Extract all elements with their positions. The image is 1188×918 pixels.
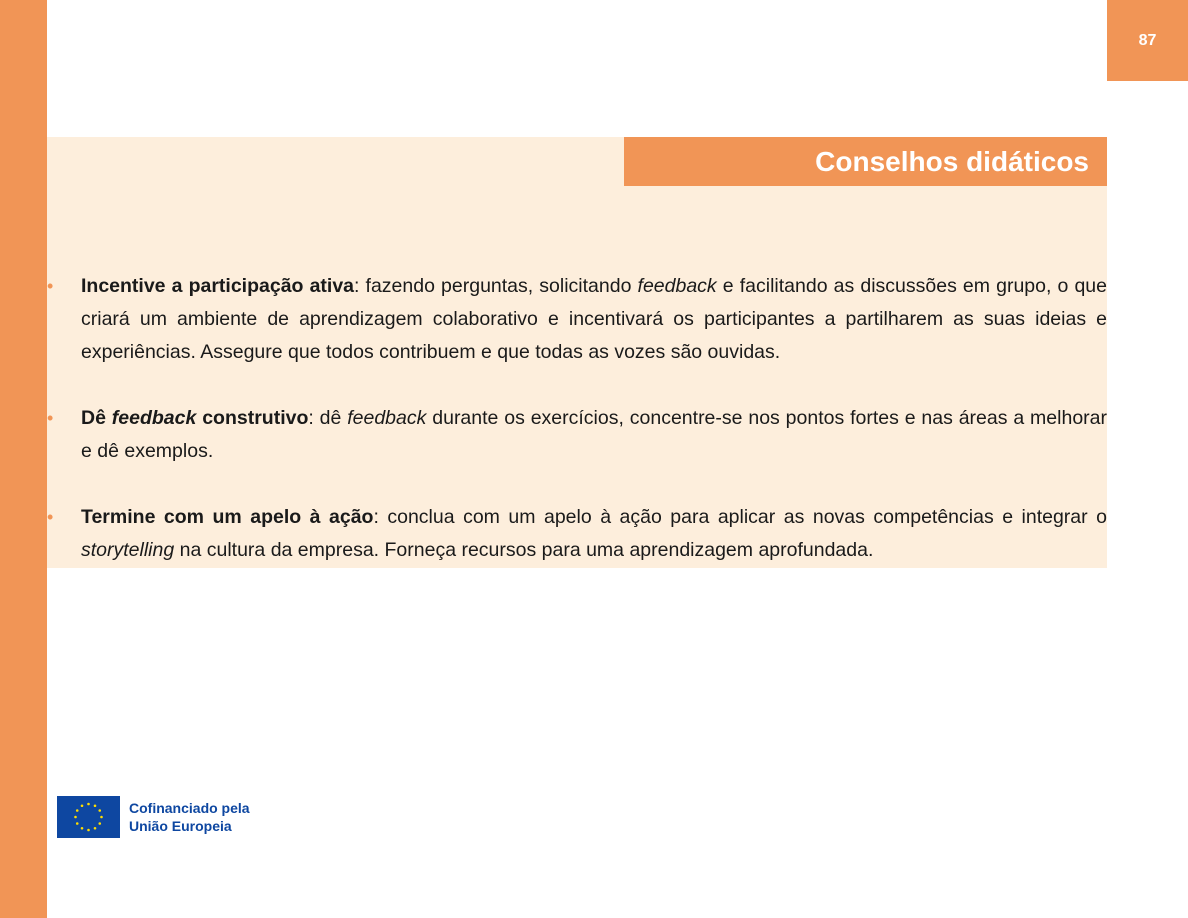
bullet-item [47,402,1107,468]
eu-star [81,827,84,830]
eu-stars-icon [57,796,120,838]
eu-star [74,816,77,819]
eu-star [87,829,90,832]
bullet-item [47,270,1107,369]
eu-flag-icon [57,796,120,838]
bullet-heading: Incentive a participação ativa [81,275,355,297]
bullet-dot-icon: • [47,507,54,527]
bullet-text: durante os exercícios, concentre-se nos pontos fortes e nas áreas a melhorar e dê exemplos. [81,407,1107,462]
bullet-text: : fazendo perguntas, solicitando [354,275,638,297]
eu-star [87,803,90,806]
bullet-heading: Termine com um apelo à ação [81,506,374,528]
bullet-text: : dê [308,407,348,429]
bullet-text: e facilitando as discussões em grupo, o que criará um ambiente de aprendizagem colaborativo e incentivará os participantes a partilharem as suas ideias e experiências. Assegure que todos contribuem e que todas as vozes são ouvidas. [81,275,1107,363]
eu-star [94,827,97,830]
bullet-heading-part: Dê [81,407,112,429]
eu-star [76,809,79,812]
bullet-text: na cultura da empresa. Forneça recursos para uma aprendizagem aprofundada. [174,539,874,561]
eu-star [98,822,101,825]
eu-star [98,809,101,812]
eu-star [94,804,97,807]
bullet-emphasis: feedback [347,407,427,429]
bullet-text: : conclua com um apelo à ação para aplicar as novas competências e integrar o [373,506,1107,528]
left-accent-bar [0,0,47,918]
bullet-dot-icon: • [47,276,54,296]
bullet-dot-icon: • [47,408,54,428]
bullet-list [47,270,1107,600]
eu-star [100,816,103,819]
page-number: 87 [1138,31,1157,49]
bullet-heading-emphasis: feedback [111,407,197,429]
logo-line-1: Cofinanciado pela [129,800,250,816]
eu-star [81,804,84,807]
bullet-heading-part: construtivo [196,407,309,429]
eu-cofunding-logo [57,796,250,838]
bullet-item [47,501,1107,567]
page-title: Conselhos didáticos [815,145,1089,177]
title-bar [624,137,1107,186]
bullet-emphasis: feedback [637,275,717,297]
bullet-heading [81,407,308,429]
logo-text [129,799,250,835]
bullet-emphasis: storytelling [81,539,175,561]
page-number-badge [1107,0,1188,81]
logo-line-2: União Europeia [129,818,232,834]
eu-star [76,822,79,825]
